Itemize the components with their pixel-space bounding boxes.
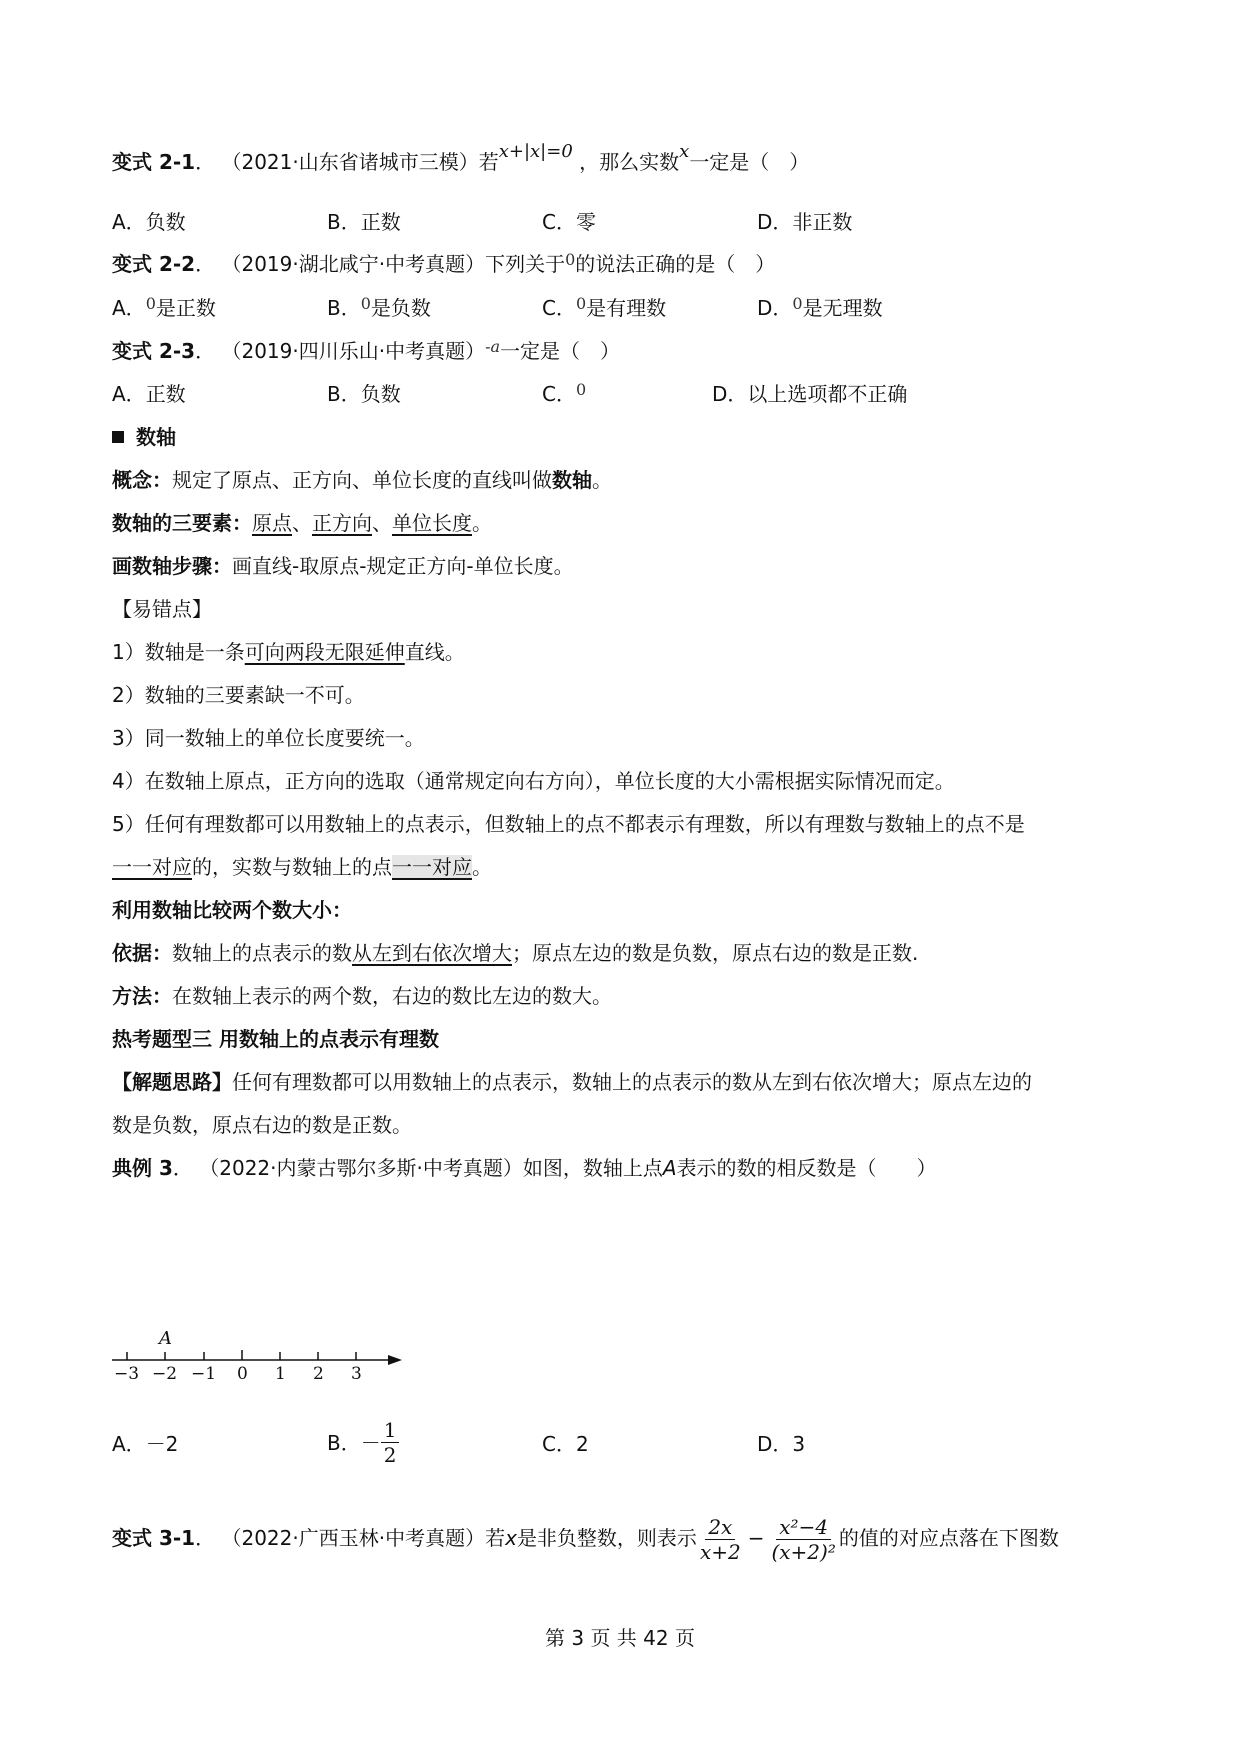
equation: x+|x|=0 — [498, 141, 573, 162]
compare-title: 利用数轴比较两个数大小： — [112, 898, 352, 922]
option-b[interactable]: B．负数 — [327, 382, 401, 406]
option-d[interactable]: D．3 — [757, 1432, 806, 1456]
option-a[interactable]: A．$^0$是正数 — [112, 294, 216, 320]
question-source: （2022·内蒙古鄂尔多斯·中考真题） — [199, 1156, 523, 1180]
mistake-5: 5）任何有理数都可以用数轴上的点表示，但数轴上的点不都表示有理数，所以有理数与数轴上的点不是 — [112, 812, 1025, 836]
basis-line: 依据：数轴上的点表示的数从左到右依次增大；原点左边的数是负数，原点右边的数是正数. — [112, 941, 919, 965]
option-c[interactable]: C．零 — [542, 210, 596, 234]
option-c[interactable]: C．2 — [542, 1432, 589, 1456]
method-line: 方法：在数轴上表示的两个数，右边的数比左边的数大。 — [112, 984, 612, 1008]
page-footer: 第 3 页 共 42 页 — [545, 1626, 695, 1650]
question-label: 变式 2-3 — [112, 339, 196, 363]
solution-tip-cont: 数是负数，原点右边的数是正数。 — [112, 1113, 412, 1137]
question-source: （2019·四川乐山·中考真题） — [221, 339, 486, 363]
fraction-1: $\frac{2x}{x+2}$ — [699, 1515, 741, 1564]
options-2-2 — [112, 294, 1112, 322]
mistakes-title: 【易错点】 — [112, 597, 212, 621]
square-bullet-icon — [112, 431, 124, 443]
options-ex3 — [112, 1418, 1112, 1470]
option-b[interactable]: B．－ $\frac{1}{2}$ — [327, 1418, 399, 1467]
option-d[interactable]: D．非正数 — [757, 210, 853, 234]
mistake-2: 2）数轴的三要素缺一不可。 — [112, 683, 365, 707]
example-3: 典例 3． （2022·内蒙古鄂尔多斯·中考真题）如图，数轴上点A表示的数的相反数是（ ） — [112, 1156, 937, 1180]
option-b[interactable]: B．正数 — [327, 210, 401, 234]
mistake-1: 1）数轴是一条可向两段无限延伸直线。 — [112, 640, 465, 664]
option-a[interactable]: A．正数 — [112, 382, 186, 406]
number-line-figure: A −3 −2 −1 0 1 2 3 — [108, 1328, 408, 1386]
question-label: 变式 2-2 — [112, 252, 196, 276]
point-a-label: A — [159, 1328, 172, 1349]
option-b[interactable]: B．$^0$是负数 — [327, 294, 431, 320]
question-source: （2021·山东省诸城市三模） — [221, 150, 479, 174]
option-d[interactable]: D．$^0$是无理数 — [757, 294, 883, 320]
mistake-3: 3）同一数轴上的单位长度要统一。 — [112, 726, 425, 750]
question-2-3: 变式 2-3． （2019·四川乐山·中考真题）$^{-a}$一定是（ ） — [112, 337, 621, 363]
option-a[interactable]: A．－2 — [112, 1432, 179, 1456]
concept-line: 概念：规定了原点、正方向、单位长度的直线叫做数轴。 — [112, 468, 612, 492]
options-2-1 — [112, 208, 1112, 236]
option-a[interactable]: A．负数 — [112, 210, 186, 234]
question-label: 变式 2-1 — [112, 150, 196, 174]
steps-line: 画数轴步骤：画直线-取原点-规定正方向-单位长度。 — [112, 554, 574, 578]
fraction-2: $\frac{\text{x²−4}}{\text{(x+2)²}}$ — [771, 1515, 836, 1564]
question-2-2: 变式 2-2． （2019·湖北咸宁·中考真题）下列关于$^0$的说法正确的是（ ） — [112, 250, 776, 276]
fraction: $\frac{1}{2}$ — [381, 1418, 400, 1467]
highlighted-text: 一一对应 — [392, 855, 472, 879]
question-source: （2022·广西玉林·中考真题） — [221, 1526, 486, 1550]
solution-tip: 【解题思路】任何有理数都可以用数轴上的点表示，数轴上的点表示的数从左到右依次增大；原点左边的 — [112, 1070, 1032, 1094]
three-elements-line: 数轴的三要素：原点、正方向、单位长度。 — [112, 511, 492, 535]
question-label: 变式 3-1 — [112, 1526, 196, 1550]
expression: -a — [485, 337, 501, 356]
hot-topic-title: 热考题型三 用数轴上的点表示有理数 — [112, 1027, 439, 1051]
question-source: （2019·湖北咸宁·中考真题） — [221, 252, 486, 276]
question-label: 典例 3 — [112, 1156, 173, 1180]
option-c[interactable]: C．$^0$ — [542, 380, 587, 406]
variable: x — [679, 141, 690, 162]
mistake-5-cont: 一一对应的，实数与数轴上的点一一对应。 — [112, 855, 492, 879]
option-d[interactable]: D．以上选项都不正确 — [712, 382, 908, 406]
option-c[interactable]: C．$^0$是有理数 — [542, 294, 667, 320]
section-heading: 数轴 — [112, 423, 176, 451]
question-2-1: 变式 2-1． （2021·山东省诸城市三模）若x+|x|=0 ，那么实数x一定是（ ） — [112, 141, 810, 174]
question-3-1: 变式 3-1． （2022·广西玉林·中考真题）若x是非负整数，则表示 $\frac{2x}{x+2}$ − $\frac{\text{x²−4}}{\text{(x+2)²}}$ 的值的对应点落在下图数 — [112, 1515, 1059, 1564]
mistake-4: 4）在数轴上原点，正方向的选取（通常规定向右方向），单位长度的大小需根据实际情况而定。 — [112, 769, 955, 793]
options-2-3 — [112, 380, 1112, 408]
